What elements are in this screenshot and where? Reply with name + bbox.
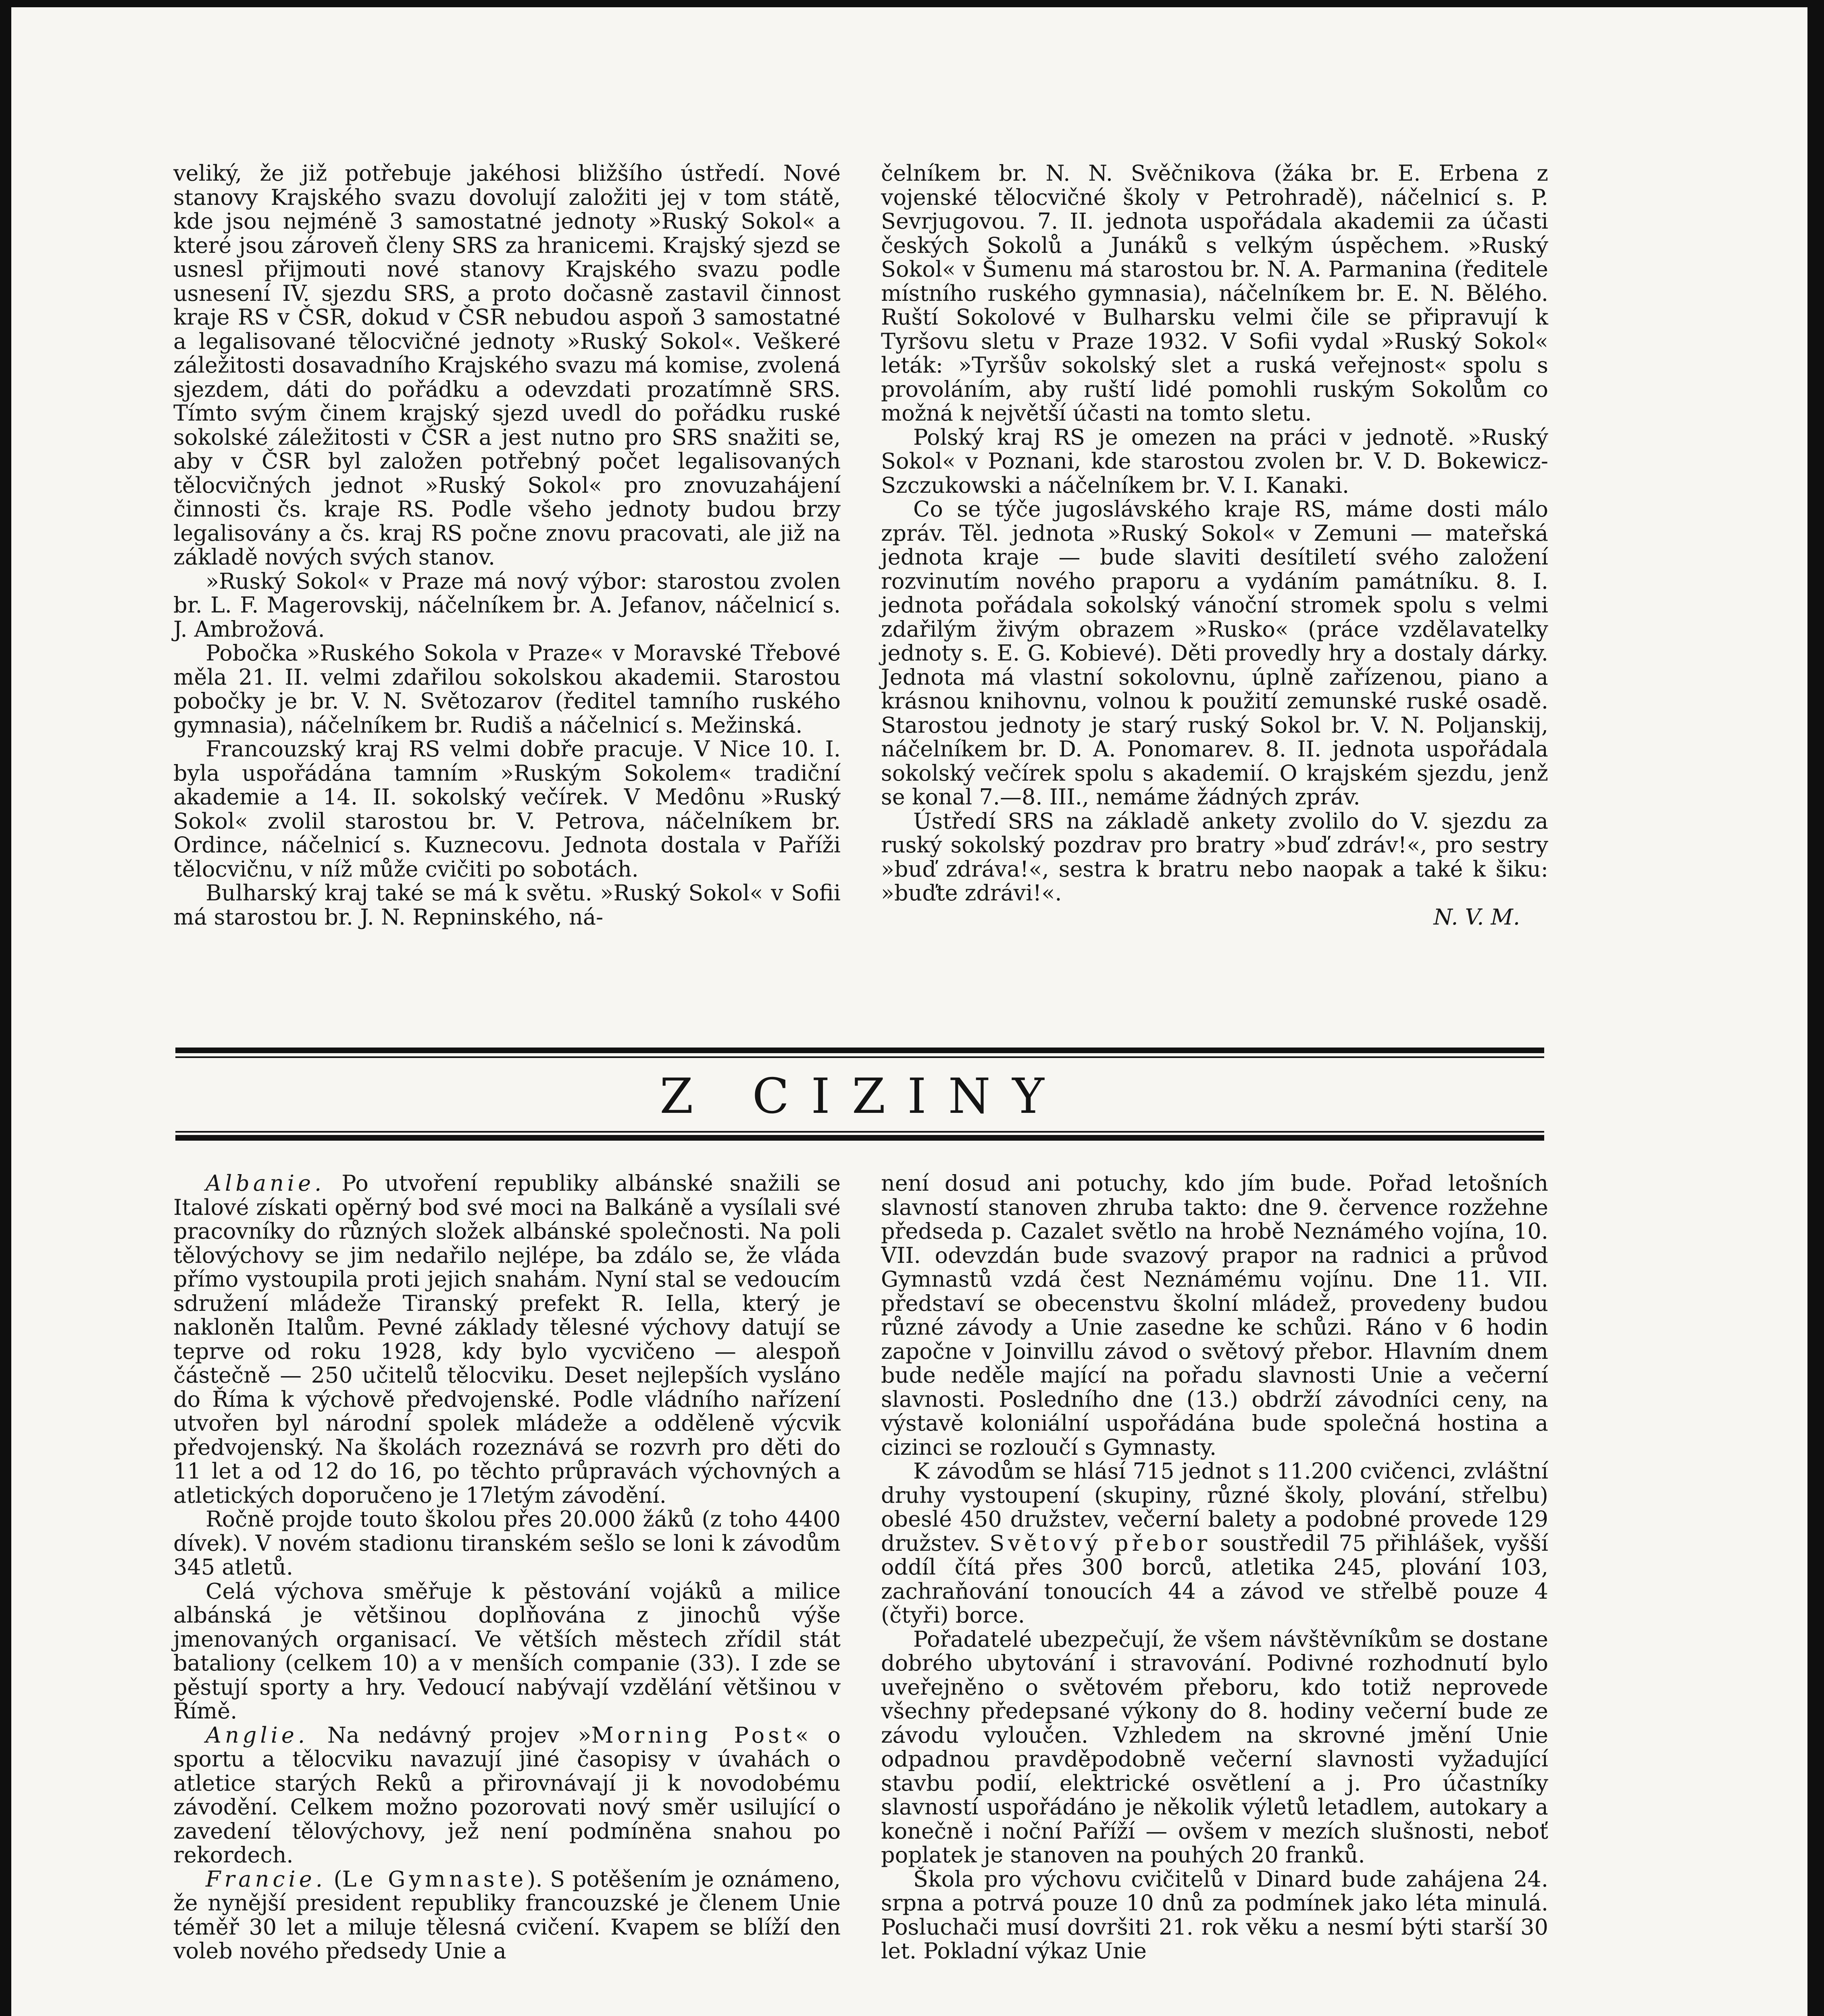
author-signature: N. V. M.: [1433, 904, 1520, 930]
paragraph-text: K závodům se hlásí 715 jednot s 11.200 cvičenci, zvláštní druhy vystoupení (skupiny, různé školy, plování, střelbu) obeslé 450 družstev, večerní balety a podobné provede 129 družstev.: [881, 1458, 1548, 1556]
section-title: Z CIZINY: [660, 1068, 1066, 1125]
paragraph: »Ruský Sokol« v Praze má nový výbor: starostou zvolen br. L. F. Magerovskij, náčelníkem br. A. Jefanov, náčelnicí s. J. Ambrožová.: [173, 568, 841, 642]
country-heading: Albanie.: [206, 1170, 325, 1196]
bottom-left-column: [173, 1171, 841, 1963]
paragraph-text: (: [326, 1866, 342, 1892]
paragraph: Bulharský kraj také se má k světu. »Ruský Sokol« v Sofii má starostou br. J. N. Repninského, ná-: [173, 880, 841, 930]
section-rule-bottom-thin: [175, 1131, 1544, 1133]
paragraph: Co se týče jugoslávského kraje RS, máme dosti málo zpráv. Těl. jednota »Ruský Sokol« v Zemuni — mateřská jednota kraje — bude slaviti desítiletí svého založení rozvinutím nového praporu a vydáním památníku. 8. I. jednota pořádala sokolský vánoční stromek spolu s velmi zdařilým živým obrazem »Rusko« (práce vzdělavatelky jednoty s. E. G. Kobievé). Děti provedly hry a dostaly dárky. Jednota má vlastní sokolovnu, úplně zařízenou, piano a krásnou knihovnu, volnou k použití zemunské ruské osadě. Starostou jednoty je starý ruský Sokol br. V. N. Poljanskij, náčelníkem br. D. A. Ponomarev. 8. II. jednota uspořádala sokolský večírek spolu s akademií. O krajském sjezdu, jenž se konal 7.—8. III., nemáme žádných zpráv.: [881, 496, 1548, 810]
paragraph: Francouzský kraj RS velmi dobře pracuje. V Nice 10. I. byla uspořádána tamním »Ruským Sokolem« tradiční akademie a 14. II. sokolský večírek. V Medônu »Ruský Sokol« zvolil starostou br. V. Petrova, náčelníkem br. Ordince, náčelnicí s. Kuznecovu. Jednota dostala v Paříži tělocvičnu, v níž může cvičiti po sobotách.: [173, 736, 841, 882]
paragraph: Ročně projde touto školou přes 20.000 žáků (z toho 4400 dívek). V novém stadionu tiranském sešlo se loni k závodům 345 atletů.: [173, 1506, 841, 1580]
paragraph: čelníkem br. N. N. Svěčnikova (žáka br. E. Erbena z vojenské tělocvičné školy v Petrohradě), náčelnicí s. P. Sevrjugovou. 7. II. jednota uspořádala akademii za účasti českých Sokolů a Junáků s velkým úspěchem. »Ruský Sokol« v Šumenu má starostou br. N. A. Parmanina (ředitele místního ruského gymnasia), náčelníkem br. E. N. Bělého. Ruští Sokolové v Bulharsku velmi čile se připravují k Tyršovu sletu v Praze 1932. V Sofii vydal »Ruský Sokol« leták: »Tyršův sokolský slet a ruská veřejnost« spolu s provoláním, aby ruští lidé pomohli ruským Sokolům co možná k největší účasti na tomto sletu.: [881, 160, 1548, 426]
paragraph-text: Po utvoření republiky albánské snažili se Italové získati opěrný bod své moci na Balkáně a vysílali své pracovníky do různých složek albánské společnosti. Na poli tělovýchovy se jim nedařilo nejlépe, ba zdálo se, že vláda přímo vystoupila proti jejich snahám. Nyní stal se vedoucím sdružení mládeže Tiranský prefekt R. Iella, který je nakloněn Italům. Pevné základy tělesné výchovy datují se teprve od roku 1928, kdy bylo vycvičeno — alespoň částečně — 250 učitelů tělocviku. Deset nejlepších vysláno do Říma k výchově předvojenské. Podle vládního nařízení utvořen byl národní spolek mládeže a odděleně výcvik předvojenský. Na školách rozeznává se rozvrh pro děti do 11 let a od 12 do 16, po těchto průpravách výchovných a atletických doporučeno je 17letým závodění.: [173, 1170, 841, 1508]
paragraph: Ústředí SRS na základě ankety zvolilo do V. sjezdu za ruský sokolský pozdrav pro bratry »buď zdráv!«, pro sestry »buď zdráva!«, sestra k bratru nebo naopak a také k šiku: »buďte zdrávi!«.: [881, 808, 1548, 906]
paragraph: veliký, že již potřebuje jakéhosi bližšího ústředí. Nové stanovy Krajského svazu dovolují založiti jej v tom státě, kde jsou nejméně 3 samostatné jednoty »Ruský Sokol« a které jsou zároveň členy SRS za hranicemi. Krajský sjezd se usnesl přijmouti nové stanovy Krajského svazu podle usnesení IV. sjezdu SRS, a proto dočasně zastavil činnost kraje RS v ČSR, dokud v ČSR nebudou aspoň 3 samostatné a legalisované tělocvičné jednoty »Ruský Sokol«. Veškeré záležitosti dosavadního Krajského svazu má komise, zvolená sjezdem, dáti do pořádku a odevzdati prozatímně SRS. Tímto svým činem krajský sjezd uvedl do pořádku ruské sokolské záležitosti v ČSR a jest nutno pro SRS snažiti se, aby v ČSR byl založen potřebný počet legalisovaných tělocvičných jednot »Ruský Sokol« pro znovuzahájení činnosti čs. kraje RS. Podle všeho jednoty budou brzy legalisovány a čs. kraj RS počne znovu pracovati, ale již na základě nových svých stanov.: [173, 160, 841, 570]
newspaper-name: Le Gymnaste: [342, 1866, 527, 1892]
top-right-column: [881, 161, 1548, 929]
paragraph-text: soustředil 75 přihlášek, vyšší oddíl čítá přes 300 borců, atletika 245, plování 103, zachraňování tonoucích 44 a závod ve střelbě pouze 4 (čtyři) borce.: [881, 1530, 1548, 1628]
newspaper-name: Morning Post: [591, 1722, 795, 1748]
bottom-right-column: [881, 1171, 1548, 1963]
spaced-term: Světový přebor: [989, 1530, 1211, 1556]
country-heading: Anglie.: [206, 1722, 309, 1748]
paragraph-text: ). S potěšením je oznámeno, že nynější president republiky francouzské je členem Unie téměř 30 let a miluje tělesná cvičení. Kvapem se blíží den voleb nového předsedy Unie a: [173, 1866, 841, 1964]
country-heading: Francie.: [206, 1866, 326, 1892]
paragraph: Celá výchova směřuje k pěstování vojáků a milice albánská je většinou doplňována z jinochů výše jmenovaných organisací. Ve větších městech zřídil stát bataliony (celkem 10) a v menších companie (33). I zde se pěstují sporty a hry. Vedoucí nabývají vzdělání většinou v Římě.: [173, 1578, 841, 1724]
section-rule-bottom: [175, 1135, 1544, 1141]
paragraph-francie: [173, 1867, 841, 1963]
paragraph: Škola pro výchovu cvičitelů v Dinard bude zahájena 24. srpna a potrvá pouze 10 dnů za podmínek jako léta minulá. Posluchači musí dovršiti 21. rok věku a nesmí býti starší 30 let. Pokladní výkaz Unie: [881, 1866, 1548, 1964]
paragraph: [881, 1459, 1548, 1627]
paragraph-text: « o sportu a tělocviku navazují jiné časopisy v úvahách o atletice starých Reků a přirovnávají ji k novodobému závodění. Celkem možno pozorovati nový směr usilující o zavedení tělovýchovy, jež není podmíněna snahou po rekordech.: [173, 1722, 841, 1868]
paragraph: není dosud ani potuchy, kdo jím bude. Pořad letošních slavností stanoven zhruba takto: dne 9. července rozžehne předseda p. Cazalet světlo na hrobě Neznámého vojína, 10. VII. odevzdán bude svazový prapor na radnici a průvod Gymnastů vzdá čest Neznámému vojínu. Dne 11. VII. představí se obecenstvu školní mládež, provedeny budou různé závody a Unie zasedne ke schůzi. Ráno v 6 hodin započne v Joinvillu závod o světový přebor. Hlavním dnem bude neděle mající na pořadu slavnosti Unie a večerní slavnosti. Posledního dne (13.) obdrží závodníci ceny, na výstavě koloniální uspořádána bude společná hostina a cizinci se rozloučí s Gymnasty.: [881, 1170, 1548, 1460]
paragraph-anglie: [173, 1723, 841, 1867]
paragraph: Pobočka »Ruského Sokola v Praze« v Moravské Třebové měla 21. II. velmi zdařilou sokolskou akademii. Starostou pobočky je br. V. N. Světozarov (ředitel tamního ruského gymnasia), náčelníkem br. Rudiš a náčelnicí s. Mežinská.: [173, 640, 841, 738]
paragraph: Pořadatelé ubezpečují, že všem návštěvníkům se dostane dobrého ubytování i stravování. Podivné rozhodnutí bylo uveřejněno o světovém přeboru, kdo totiž neprovede všechny předepsané výkony do 8. hodiny večerní bude ze závodu vyloučen. Vzhledem na skrovné jmění Unie odpadnou pravděpodobně večerní slavnosti vyžadující stavbu podií, elektrické osvětlení a j. Pro účastníky slavností uspořádáno je několik výletů letadlem, autokary a konečně i noční Paříží — ovšem v mezích slušnosti, neboť poplatek je stanoven na pouhých 20 franků.: [881, 1626, 1548, 1868]
section-rule-top: [175, 1048, 1544, 1053]
section-rule-top-thin: [175, 1056, 1544, 1058]
top-left-column: [173, 161, 841, 929]
paragraph-text: Na nedávný projev »: [308, 1722, 591, 1748]
paragraph: Polský kraj RS je omezen na práci v jednotě. »Ruský Sokol« v Poznani, kde starostou zvolen br. V. D. Bokewicz-Szczukowski a náčelníkem br. V. I. Kanaki.: [881, 424, 1548, 498]
paragraph-albanie: [173, 1171, 841, 1507]
